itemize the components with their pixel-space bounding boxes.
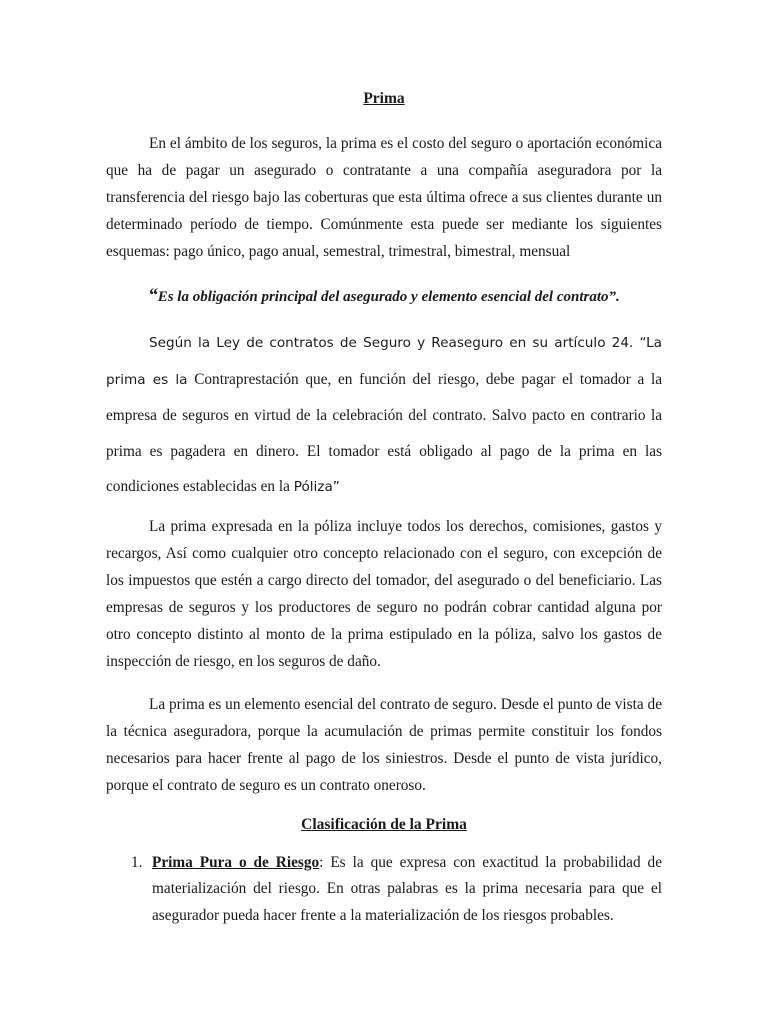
quote bbox=[106, 286, 662, 307]
list-item bbox=[106, 850, 662, 930]
paragraph-law-citation bbox=[106, 325, 662, 506]
paragraph-essential-element: La prima es un elemento esencial del contrato de seguro. Desde el punto de vista de la técnica aseguradora, porque la acumulación de primas permite constituir los fondos necesarios para hacer frente al pago de los siniestros. Desde el punto de vista jurídico, porque el contrato de seguro es un contrato oneroso. bbox=[106, 695, 662, 794]
classification-list bbox=[106, 850, 662, 930]
paragraph-policy-charges: La prima expresada en la póliza incluye todos los derechos, comisiones, gastos y recargos, Así como cualquier otro concepto relacionado con el seguro, con excepción de los impuestos que estén a cargo directo del tomador, del asegurado o del beneficiario. Las empresas de seguros y los productores de seguro no podrán cobrar cantidad alguna por otro concepto distinto al monto de la prima estipulado en la póliza, salvo los gastos de inspección de riesgo, en los seguros de daño. bbox=[106, 517, 662, 670]
section-heading: Clasificación de la Prima bbox=[301, 815, 467, 833]
list-item-text: : Es la que expresa con exactitud la probabilidad de materialización del riesgo. En otras palabras es la prima necesaria para que el asegurador pueda hacer frente a la materialización de los riesgos probables. bbox=[152, 853, 662, 924]
list-item-term: Prima Pura o de Riesgo bbox=[152, 853, 320, 871]
paragraph-definition: En el ámbito de los seguros, la prima es el costo del seguro o aportación económica que ha de pagar un asegurado o contratante a una compañía aseguradora por la transferencia del riesgo bajo las coberturas que esta última ofrece a sus clientes durante un determinado período de tiempo. Comúnmente esta puede ser mediante los siguientes esquemas: pago único, pago anual, semestral, trimestral, bimestral, mensual bbox=[106, 135, 662, 260]
list-item-number: 1. bbox=[131, 853, 143, 871]
law-citation-intro: Según la Ley de contratos de Seguro y Reaseguro en su artículo 24. “La prima es la bbox=[106, 335, 662, 388]
quote-open-mark: “ bbox=[148, 285, 158, 306]
law-citation-body: Contraprestación que, en función del riesgo, debe pagar el tomador a la empresa de seguros en virtud de la celebración del contrato. Salvo pacto en contrario la prima es pagadera en dinero. El tomador está obligado al pago de la prima en las condiciones establecidas en la bbox=[106, 370, 663, 495]
page-title: Prima bbox=[363, 90, 405, 107]
law-citation-end: Póliza” bbox=[293, 479, 340, 495]
quote-text: Es la obligación principal del asegurado y elemento esencial del contrato”. bbox=[157, 289, 620, 305]
